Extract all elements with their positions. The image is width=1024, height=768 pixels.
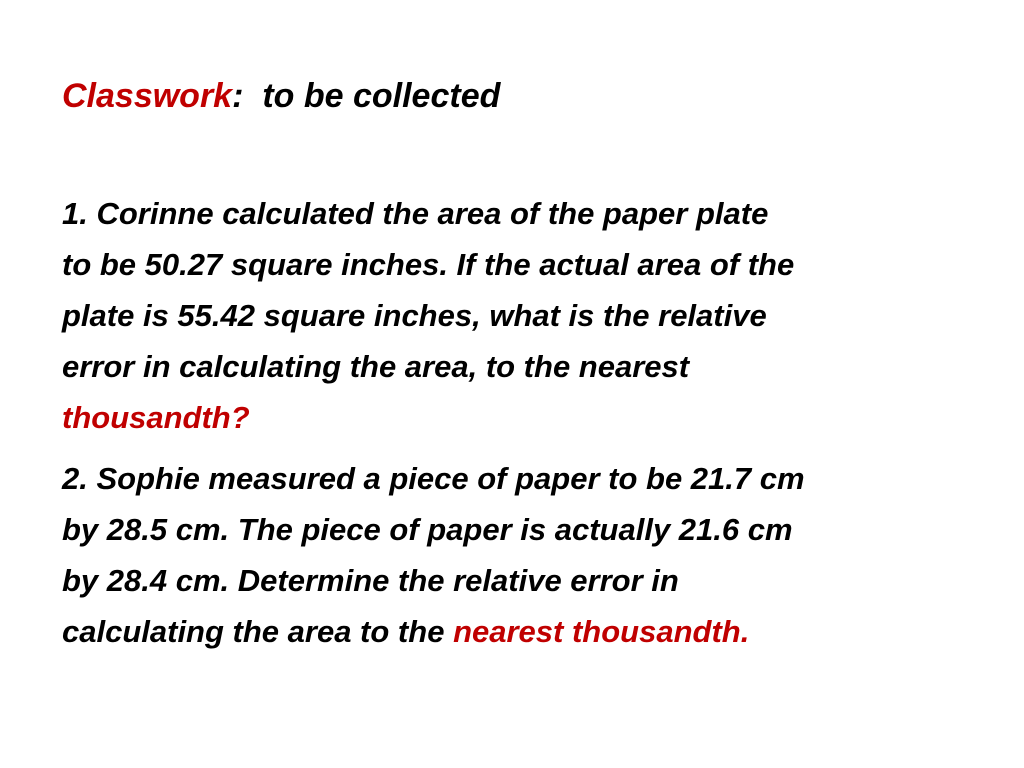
title-label: Classwork <box>62 77 233 115</box>
problem-2-line-1: 2. Sophie measured a piece of paper to be 21.7 cm <box>62 461 805 496</box>
problem-2-last-line-lead: calculating the area to the <box>62 614 445 649</box>
problem-1-highlight: thousandth? <box>62 400 250 435</box>
title-colon: : <box>232 77 244 115</box>
problem-1-line-2: to be 50.27 square inches. If the actual area of the <box>62 247 795 282</box>
problem-1-line-3: plate is 55.42 square inches, what is the relative <box>62 298 767 333</box>
problem-2-line-2: by 28.5 cm. The piece of paper is actually 21.6 cm <box>62 512 793 547</box>
problem-2-line-4 <box>62 606 805 657</box>
problem-1 <box>62 188 794 443</box>
problem-1-line-1: 1. Corinne calculated the area of the paper plate <box>62 196 769 231</box>
problem-2 <box>62 453 805 657</box>
problem-2-line-3: by 28.4 cm. Determine the relative error in <box>62 563 679 598</box>
problem-1-line-4: error in calculating the area, to the nearest <box>62 349 690 384</box>
problem-2-highlight: nearest thousandth. <box>453 614 750 649</box>
title-rest: to be collected <box>262 77 501 115</box>
slide-title <box>62 72 500 120</box>
